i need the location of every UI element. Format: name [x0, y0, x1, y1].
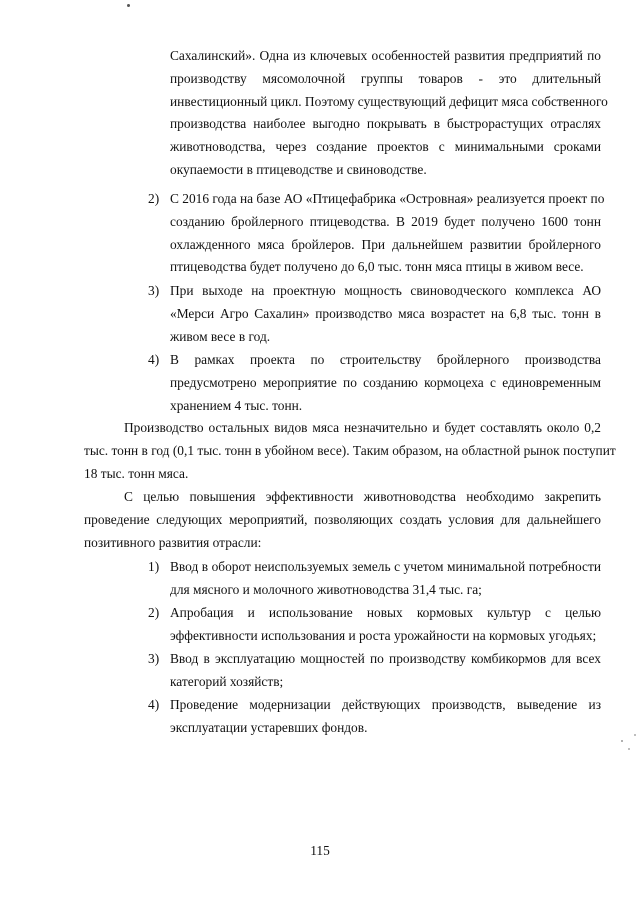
text-line: охлажденного мяса бройлеров. При дальнейшем развитии бройлерного	[170, 236, 601, 252]
text-line: производства наиболее выгодно покрывать в быстрорастущих отраслях	[170, 116, 601, 132]
list-item	[170, 648, 601, 694]
text-line: окупаемости в птицеводстве и свиноводстве.	[170, 161, 427, 177]
text-line: живом весе в год.	[170, 328, 271, 344]
text-line: созданию бройлерного птицеводства. В 2019 будет получено 1600 тонн	[170, 213, 601, 229]
list-item	[170, 602, 601, 648]
text-line: эксплуатации устаревших фондов.	[170, 719, 368, 735]
list-item	[170, 694, 601, 740]
text-line: эффективности использования и роста урожайности на кормовых угодьях;	[170, 627, 597, 643]
scan-speck	[621, 740, 623, 742]
text-line: Ввод в оборот неиспользуемых земель с учетом минимальной потребности	[170, 559, 601, 574]
text-line: Проведение модернизации действующих производств, выведение из	[170, 697, 601, 712]
text-line: Сахалинский». Одна из ключевых особенностей развития предприятий по	[170, 48, 601, 63]
list-item-number: 2)	[148, 191, 160, 206]
text-line: «Мерси Агро Сахалин» производство мяса возрастет на 6,8 тыс. тонн в	[170, 305, 601, 321]
body-paragraph	[84, 417, 616, 485]
text-line: Производство остальных видов мяса незначительно и будет составлять около 0,2	[124, 420, 601, 435]
list-item	[170, 280, 601, 348]
list-item-number: 2)	[148, 605, 160, 620]
text-line: хранением 4 тыс. тонн.	[170, 397, 303, 413]
text-line: предусмотрено мероприятие по созданию кормоцеха с единовременным	[170, 374, 601, 390]
text-line: Ввод в эксплуатацию мощностей по производству комбикормов для всех	[170, 651, 601, 666]
list-item-number: 4)	[148, 697, 160, 712]
text-line: животноводства, через создание проектов с минимальными сроками	[170, 139, 601, 155]
list-item-number: 1)	[148, 559, 160, 574]
text-line: птицеводства будет получено до 6,0 тыс. тонн мяса птицы в живом весе.	[170, 259, 584, 275]
text-line: С целью повышения эффективности животноводства необходимо закрепить	[124, 489, 601, 504]
list-item	[170, 556, 601, 602]
text-line: производству мясомолочной группы товаров - это длительный	[170, 70, 601, 86]
scan-speck	[634, 734, 636, 736]
text-line: В рамках проекта по строительству бройлерного производства	[170, 352, 601, 367]
text-line: С 2016 года на базе АО «Птицефабрика «Островная» реализуется проект по	[170, 191, 605, 206]
text-line: тыс. тонн в год (0,1 тыс. тонн в убойном весе). Таким образом, на областной рынок поступит	[84, 442, 616, 458]
list-item	[170, 188, 605, 279]
text-line: Апробация и использование новых кормовых культур с целью	[170, 605, 601, 620]
list-item	[170, 349, 601, 417]
text-line: При выходе на проектную мощность свиноводческого комплекса АО	[170, 283, 601, 298]
intro-paragraph	[170, 45, 608, 182]
body-paragraph	[84, 486, 601, 554]
list-item-number: 4)	[148, 352, 160, 367]
text-line: проведение следующих мероприятий, позволяющих создать условия для дальнейшего	[84, 511, 601, 527]
scan-speck	[628, 748, 630, 750]
page-number: 115	[310, 843, 330, 858]
list-item-number: 3)	[148, 283, 160, 298]
list-item-number: 3)	[148, 651, 160, 666]
text-line: инвестиционный цикл. Поэтому существующий дефицит мяса собственного	[170, 93, 608, 109]
text-line: для мясного и молочного животноводства 31,4 тыс. га;	[170, 581, 482, 597]
text-line: категорий хозяйств;	[170, 673, 284, 689]
text-line: 18 тыс. тонн мяса.	[84, 465, 189, 481]
scan-speck	[127, 4, 130, 7]
text-line: позитивного развития отрасли:	[84, 534, 262, 550]
